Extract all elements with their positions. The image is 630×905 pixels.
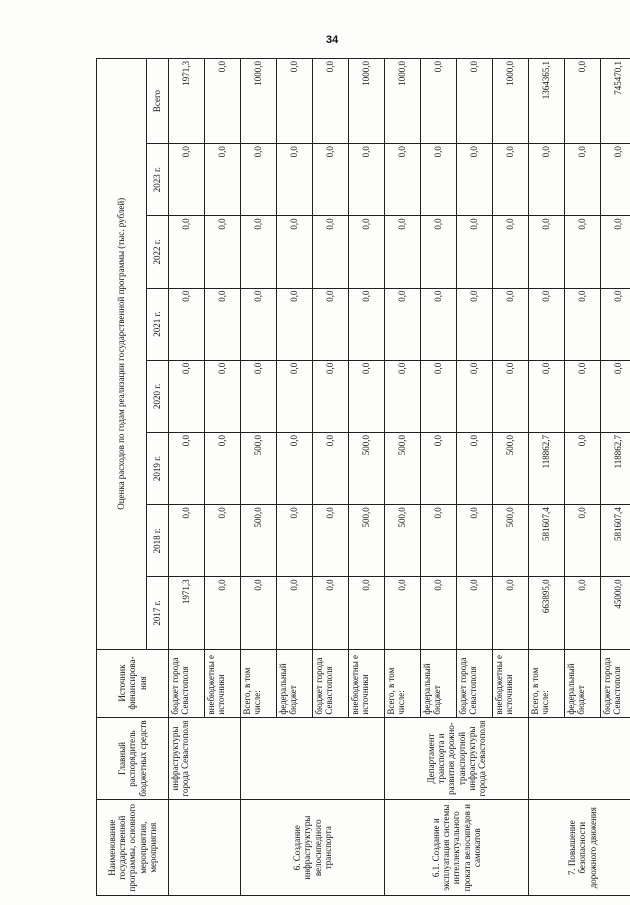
funding-source-cell: федеральный бюджет	[421, 649, 457, 717]
funding-source-cell: Всего, в том числе:	[241, 649, 277, 717]
value-cell: 0,0	[349, 216, 385, 288]
value-cell: 0,0	[421, 144, 457, 216]
value-cell: 0,0	[565, 216, 601, 288]
value-cell: 0,0	[205, 360, 241, 432]
value-cell: 0,0	[529, 360, 565, 432]
value-cell: 0,0	[457, 505, 493, 577]
value-cell: 118862,7	[529, 432, 565, 504]
table-row	[385, 59, 421, 896]
responsible-cell: инфраструктуры города Севастополя	[169, 717, 241, 800]
value-cell: 0,0	[385, 288, 421, 360]
value-cell: 0,0	[241, 216, 277, 288]
header-name: Наименование государственной программы, основного мероприятия, мероприятия	[97, 800, 169, 896]
total-cell: 0,0	[277, 59, 313, 144]
value-cell: 0,0	[457, 216, 493, 288]
value-cell: 500,0	[349, 505, 385, 577]
total-cell: 0,0	[457, 59, 493, 144]
funding-source-cell: внебюджетны е источники	[205, 649, 241, 717]
header-year: 2017 г.	[147, 577, 169, 649]
value-cell: 0,0	[421, 288, 457, 360]
funding-source-cell: федеральный бюджет	[565, 649, 601, 717]
rotated-table-wrapper	[96, 58, 624, 896]
value-cell: 500,0	[493, 505, 529, 577]
value-cell: 0,0	[385, 216, 421, 288]
value-cell: 0,0	[385, 360, 421, 432]
value-cell: 0,0	[457, 577, 493, 649]
value-cell: 0,0	[565, 505, 601, 577]
funding-source-cell: Всего, в том числе:	[385, 649, 421, 717]
value-cell: 0,0	[277, 432, 313, 504]
total-cell: 1000,0	[385, 59, 421, 144]
value-cell: 0,0	[205, 144, 241, 216]
value-cell: 0,0	[565, 288, 601, 360]
value-cell: 0,0	[565, 144, 601, 216]
value-cell: 663895,0	[529, 577, 565, 649]
value-cell: 0,0	[421, 360, 457, 432]
header-responsible: Главный распорядитель бюджетных средств	[97, 717, 169, 800]
total-cell: 0,0	[313, 59, 349, 144]
table-body	[169, 59, 630, 896]
value-cell: 0,0	[241, 288, 277, 360]
value-cell: 500,0	[241, 432, 277, 504]
value-cell: 0,0	[241, 360, 277, 432]
value-cell: 581607,4	[601, 505, 630, 577]
value-cell: 0,0	[313, 505, 349, 577]
header-year: 2018 г.	[147, 505, 169, 577]
value-cell: 0,0	[169, 144, 205, 216]
value-cell: 0,0	[241, 577, 277, 649]
header-year: 2021 г.	[147, 288, 169, 360]
value-cell: 0,0	[529, 216, 565, 288]
header-estimate: Оценка расходов по годам реализации государственной программы (тыс. рублей)	[97, 59, 147, 650]
value-cell: 0,0	[169, 216, 205, 288]
funding-source-cell: бюджет города Севастополя	[169, 649, 205, 717]
value-cell: 0,0	[313, 577, 349, 649]
value-cell: 0,0	[277, 505, 313, 577]
value-cell: 0,0	[565, 432, 601, 504]
value-cell: 0,0	[421, 216, 457, 288]
item-name-cell	[169, 800, 241, 896]
total-cell: 0,0	[565, 59, 601, 144]
funding-source-cell: бюджет города Севастополя	[313, 649, 349, 717]
table-row	[529, 59, 565, 896]
value-cell: 0,0	[421, 505, 457, 577]
value-cell: 0,0	[277, 577, 313, 649]
value-cell: 0,0	[205, 577, 241, 649]
item-name-cell: 7. Повышение безопасности дорожного движения	[529, 800, 630, 896]
value-cell: 45000,0	[601, 577, 630, 649]
value-cell: 0,0	[601, 360, 630, 432]
value-cell: 0,0	[205, 432, 241, 504]
value-cell: 0,0	[421, 577, 457, 649]
header-year: 2023 г.	[147, 144, 169, 216]
value-cell: 0,0	[277, 216, 313, 288]
funding-source-cell: бюджет города Севастополя	[457, 649, 493, 717]
responsible-cell	[241, 717, 385, 800]
value-cell: 0,0	[493, 216, 529, 288]
value-cell: 0,0	[169, 432, 205, 504]
header-year: 2020 г.	[147, 360, 169, 432]
page-number: 34	[326, 34, 339, 46]
value-cell: 0,0	[385, 144, 421, 216]
total-cell: 0,0	[205, 59, 241, 144]
value-cell: 0,0	[169, 288, 205, 360]
funding-source-cell: Всего, в том числе:	[529, 649, 565, 717]
value-cell: 0,0	[493, 360, 529, 432]
table-row	[169, 59, 205, 896]
item-name-cell: 6.1. Создание и эксплуатация системы интеллектуального проката велосипедов и самокатов	[385, 800, 529, 896]
table-header	[97, 59, 169, 896]
header-total: Всего	[147, 59, 169, 144]
total-cell: 1000,0	[493, 59, 529, 144]
value-cell: 0,0	[205, 505, 241, 577]
value-cell: 0,0	[457, 144, 493, 216]
value-cell: 0,0	[169, 360, 205, 432]
header-source: Источник финансирова-ния	[97, 649, 169, 717]
value-cell: 0,0	[457, 432, 493, 504]
funding-source-cell: внебюджетны е источники	[493, 649, 529, 717]
budget-table	[96, 58, 630, 896]
value-cell: 0,0	[529, 288, 565, 360]
value-cell: 581607,4	[529, 505, 565, 577]
value-cell: 0,0	[277, 288, 313, 360]
value-cell: 500,0	[385, 432, 421, 504]
value-cell: 0,0	[313, 288, 349, 360]
value-cell: 0,0	[313, 360, 349, 432]
total-cell: 1000,0	[349, 59, 385, 144]
funding-source-cell: внебюджетны е источники	[349, 649, 385, 717]
value-cell: 118862,7	[601, 432, 630, 504]
value-cell: 0,0	[601, 288, 630, 360]
value-cell: 0,0	[349, 360, 385, 432]
value-cell: 500,0	[385, 505, 421, 577]
value-cell: 0,0	[313, 432, 349, 504]
header-year: 2022 г.	[147, 216, 169, 288]
value-cell: 0,0	[241, 144, 277, 216]
value-cell: 0,0	[529, 144, 565, 216]
total-cell: 745470,1	[601, 59, 630, 144]
value-cell: 500,0	[349, 432, 385, 504]
total-cell: 0,0	[421, 59, 457, 144]
funding-source-cell: федеральный бюджет	[277, 649, 313, 717]
value-cell: 0,0	[457, 288, 493, 360]
value-cell: 0,0	[349, 577, 385, 649]
value-cell: 0,0	[601, 144, 630, 216]
responsible-cell	[529, 717, 630, 800]
value-cell: 0,0	[565, 360, 601, 432]
total-cell: 1000,0	[241, 59, 277, 144]
value-cell: 0,0	[277, 144, 313, 216]
value-cell: 0,0	[313, 216, 349, 288]
value-cell: 0,0	[385, 577, 421, 649]
total-cell: 1364365,1	[529, 59, 565, 144]
value-cell: 500,0	[241, 505, 277, 577]
value-cell: 0,0	[169, 505, 205, 577]
value-cell: 0,0	[493, 577, 529, 649]
value-cell: 0,0	[349, 144, 385, 216]
responsible-cell: Департамент транспорта и развития дорожно-транспортной инфраструктуры города Севастополя	[385, 717, 529, 800]
value-cell: 1971,3	[169, 577, 205, 649]
item-name-cell: 6. Создание инфраструктуры велосипедного транспорта	[241, 800, 385, 896]
value-cell: 0,0	[493, 144, 529, 216]
table-row	[241, 59, 277, 896]
total-cell: 1971,3	[169, 59, 205, 144]
value-cell: 0,0	[601, 216, 630, 288]
value-cell: 0,0	[205, 288, 241, 360]
value-cell: 0,0	[457, 360, 493, 432]
value-cell: 0,0	[565, 577, 601, 649]
value-cell: 0,0	[313, 144, 349, 216]
value-cell: 0,0	[277, 360, 313, 432]
value-cell: 500,0	[493, 432, 529, 504]
value-cell: 0,0	[493, 288, 529, 360]
value-cell: 0,0	[421, 432, 457, 504]
header-year: 2019 г.	[147, 432, 169, 504]
value-cell: 0,0	[205, 216, 241, 288]
funding-source-cell: бюджет города Севастополя	[601, 649, 630, 717]
value-cell: 0,0	[349, 288, 385, 360]
